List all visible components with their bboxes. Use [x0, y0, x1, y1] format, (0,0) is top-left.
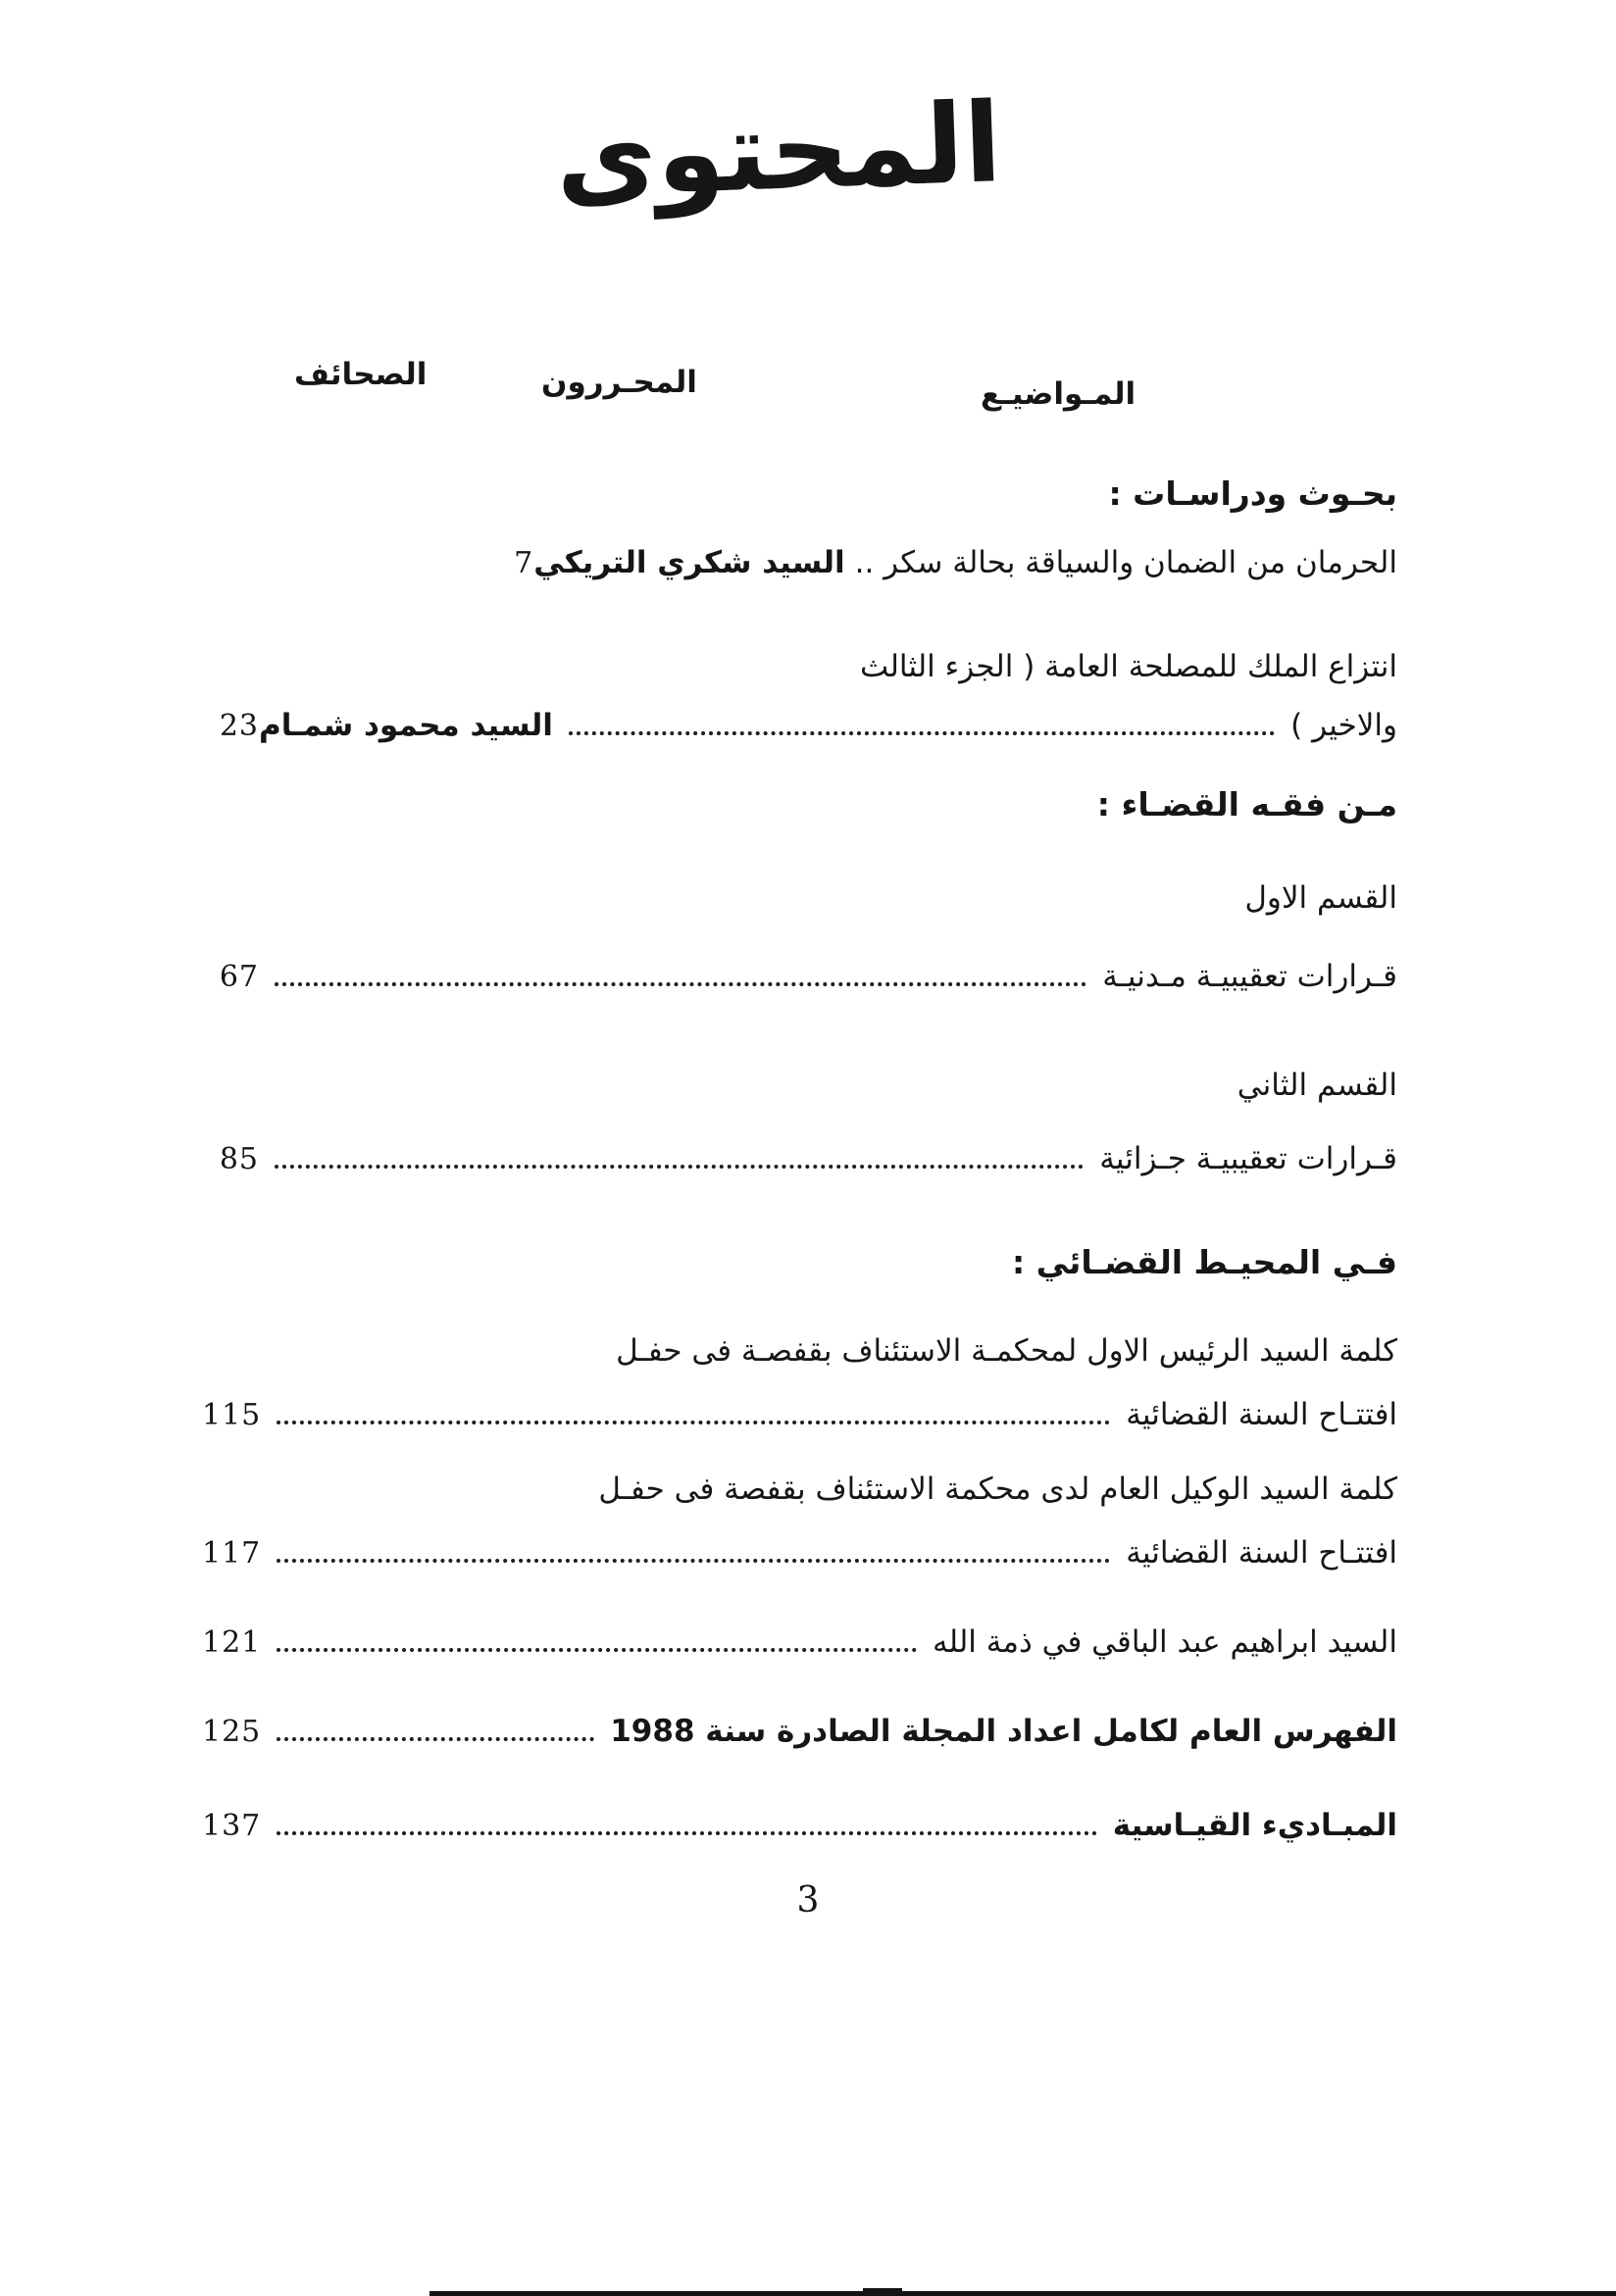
scan-artifact-line — [429, 2291, 1616, 2296]
entry-title: الفهرس العام لكامل اعداد المجلة الصادرة سنة 1988 — [610, 1714, 1397, 1749]
subheading-label: القسم الثاني — [1237, 1068, 1397, 1103]
entry-page-number: 23 — [219, 709, 259, 743]
toc-entry-continued — [202, 1329, 1397, 1373]
page-title: المحتوى — [553, 79, 1004, 223]
toc-entry — [202, 1804, 1397, 1848]
toc-entry — [202, 1137, 1397, 1181]
column-header-pages: الصحائف — [294, 357, 428, 392]
toc-entry — [202, 1393, 1397, 1437]
column-headers — [0, 351, 1616, 410]
entry-title: افتتـاح السنة القضائية — [1126, 1397, 1397, 1432]
entry-page-number: 67 — [219, 960, 259, 994]
column-header-topics: المـواضيـع — [981, 376, 1136, 412]
toc-subheading — [202, 876, 1397, 920]
entry-editor: السيد محمود شمـام — [259, 708, 553, 743]
entry-title: كلمة السيد الوكيل العام لدى محكمة الاستئناف بقفصة فى حفـل — [598, 1472, 1397, 1507]
dot-leader — [275, 1165, 1084, 1169]
entry-title: انتزاع الملك للمصلحة العامة ( الجزء الثالث — [860, 649, 1397, 684]
entry-page-number: 7 — [514, 546, 534, 580]
section-heading-label: مـن فقـه القضـاء : — [1096, 785, 1397, 824]
entry-page-number: 117 — [202, 1536, 262, 1571]
toc-entry-continued — [202, 1468, 1397, 1511]
toc-entry-continued — [202, 645, 1397, 688]
entry-page-number: 85 — [219, 1142, 259, 1176]
entry-title: قـرارات تعقيبيـة جـزائية — [1099, 1141, 1397, 1176]
entry-page-number: 121 — [202, 1625, 262, 1660]
dot-leader — [275, 982, 1086, 986]
entry-title: افتتـاح السنة القضائية — [1126, 1535, 1397, 1571]
entry-page-number: 115 — [202, 1398, 262, 1432]
toc-entry — [202, 1621, 1397, 1665]
entry-title: والاخير ) — [1290, 708, 1397, 743]
scan-artifact-mark — [863, 2288, 902, 2296]
footer-page-number: 3 — [796, 1880, 820, 1921]
entry-title: الحرمان من الضمان والسياقة بحالة سكر .. — [854, 545, 1397, 580]
dot-leader — [569, 731, 1275, 735]
entry-title: قـرارات تعقيبيـة مـدنيـة — [1102, 959, 1397, 994]
section-heading-label: بحـوث ودراسـات : — [1108, 474, 1397, 513]
dot-leader — [277, 1737, 594, 1741]
section-heading — [202, 783, 1397, 826]
entry-page-number: 125 — [202, 1715, 262, 1749]
dot-leader — [277, 1648, 917, 1652]
entry-title: المبـاديء القيـاسية — [1112, 1808, 1397, 1843]
entry-title: السيد ابراهيم عبد الباقي في ذمة الله — [932, 1624, 1397, 1660]
dot-leader — [277, 1559, 1110, 1563]
entry-editor: السيد شكري التريكي — [533, 545, 845, 580]
section-heading-label: فـي المحيـط القضـائي : — [1011, 1243, 1397, 1281]
entry-title: كلمة السيد الرئيس الاول لمحكمـة الاستئناف بقفصـة فى حفـل — [616, 1333, 1397, 1369]
toc-subheading — [202, 1064, 1397, 1107]
toc-entry — [202, 704, 1397, 748]
dot-leader — [277, 1831, 1096, 1835]
toc-entry — [202, 955, 1397, 999]
column-header-editors: المحـررون — [541, 365, 697, 400]
toc-entry — [202, 1531, 1397, 1575]
entry-page-number: 137 — [202, 1809, 262, 1843]
toc-entry — [202, 1710, 1397, 1754]
subheading-label: القسم الاول — [1244, 880, 1397, 916]
section-heading — [202, 473, 1397, 516]
section-heading — [202, 1241, 1397, 1284]
toc-list — [202, 473, 1397, 1848]
dot-leader — [277, 1421, 1110, 1424]
toc-entry — [202, 541, 1397, 585]
